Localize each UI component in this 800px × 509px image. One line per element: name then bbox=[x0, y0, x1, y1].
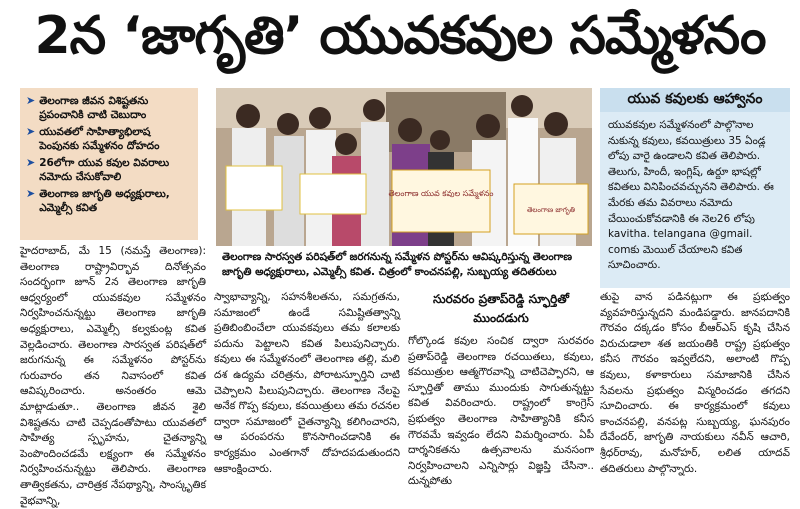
article-column-3: గోల్కొండ కవుల సంచిక ద్వారా సురవరం ప్రతాప్‌రెడ్డి తెలంగాణ రచయితలు, కవులు, కవయిత్రుల ఆత్మగౌరవాన్ని చాటిచెప్పారని, ఆ స్ఫూర్తితో తాము ముందుకు సాగుతున్నట్టు కవిత వివరించారు. రాష్ట్రంలో కాంగ్రెస్ ప్రభుత్వం తెలంగాణ సాహిత్యానికి కనీస గౌరవమే ఇవ్వడం లేదని విమర్శించారు. ఏపీ దార్శనికతను ఉత్సవాలను మనసంగా నిర్వహించాలని ఎన్నిసార్లు విజ్ఞప్తి చేసినా.. దున్నపోతు bbox=[408, 335, 594, 488]
article-column-4: తుపై వాన పడినట్లుగా ఈ ప్రభుత్వం వ్యవహరిస్తున్నదని మండిపడ్డారు. జానపదానికి గౌరవం దక్కడం కోసం బీఆర్‌ఎస్ కృషి చేసిన విరుచుడాలా శత జయంతికి రాష్ట్ర ప్రభుత్వం కనీస గౌరవం ఇవ్వలేదని, అలాంటి గొప్ప కవులు, కళాకారులు సమాజానికి చేసిన సేవలను ప్రభుత్వం విస్మరించడం తగదని సూచించారు. ఈ కార్యక్రమంలో కవులు కాంచనపల్లి, వనపట్ల సుబ్బయ్య, ఘనపురం దేవేందర్, జాగృతి నాయకులు నవీన్ ఆచారి, శ్రీధర్‌రావు, మనోహర్, లలిత యాదవ్ తదితరులు పాల్గొన్నారు. bbox=[600, 291, 790, 475]
highlight-text: యువతలో సాహిత్యాభిలాష పెంపునకు సమ్మేళనం దోహదం bbox=[39, 126, 160, 152]
bullet-arrow-icon: ➤ bbox=[26, 125, 36, 138]
headline: 2న ‘జాగృతి’ యువకవుల సమ్మేళనం bbox=[34, 5, 766, 66]
photo-illustration bbox=[216, 88, 592, 246]
article-column-1 bbox=[20, 244, 206, 509]
highlight-text: 26లోగా యువ కవుల వివరాలు నమోదు చేసుకోవాలి bbox=[39, 157, 170, 183]
article-text: తెలంగాణ రాష్ట్రావిర్భావ దినోత్సవం సందర్భంగా జూన్ 2న తెలంగాణ జాగృతి ఆధ్వర్యంలో యువకవుల సమ్మేళనం నిర్వహించనున్నట్టు తెలంగాణ జాగృతి అధ్యక్షురాలు, ఎమ్మెల్సీ కల్వకుంట్ల కవిత వెల్లడించారు. తెలంగాణ సారస్వత పరిషత్‌లో జరుగనున్న ఈ సమ్మేళనం పోస్టర్‌ను గురువారం తన నివాసంలో కవిత ఆవిష్కరించారు. అనంతరం ఆమె మాట్లాడుతూ.. తెలంగాణ జీవన శైలి విశిష్టతను చాటి చెప్పడంతోపాటు యువతలో సాహిత్య స్పృహను, చైతన్యాన్ని పెంపొందించడమే లక్ష్యంగా ఈ సమ్మేళనం నిర్వహించనున్నట్టు తెలిపారు. తెలంగాణ తాత్వికతను, చారిత్రక నేపథ్యాన్ని, సాంస్కృతిక వైభవాన్ని, bbox=[20, 260, 206, 507]
bullet-arrow-icon: ➤ bbox=[26, 156, 36, 169]
news-photo bbox=[216, 88, 592, 246]
photo-caption: తెలంగాణ సారస్వత పరిషత్‌లో జరగనున్న సమ్మేళన పోస్టర్‌ను ఆవిష్కరిస్తున్న తెలంగాణ జాగృతి అధ్యక్షురాలు, ఎమ్మెల్సీ కవిత. చిత్రంలో కాంచనపల్లి, సుబ్బయ్య తదితరులు bbox=[222, 251, 573, 278]
poster-title: తెలంగాణ యువ కవుల సమ్మేళనం bbox=[388, 189, 494, 198]
poster-title-alt: తెలంగాణ జాగృతి bbox=[526, 206, 576, 214]
highlights-box bbox=[20, 88, 198, 240]
article-column-2: స్వాభావ్యాన్ని, సహనశీలతను, సమగ్రతను, సమాజంలో ఉండే సమిష్టితత్వాన్ని ప్రతిబింబించేలా యువకవులు తమ కలాలకు పదును పెట్టాలని కవిత పిలుపునిచ్చారు. కవులు ఈ సమ్మేళనంలో తెలంగాణ తల్లి, మలి దశ ఉద్యమ చరిత్రను, పోరాటస్ఫూర్తిని చాటి చెప్పాలని పిలుపునిచ్చారు. తెలంగాణ నేలపై అనేక గొప్ప కవులు, కవయిత్రులు తమ రచనల ద్వారా సమాజంలో చైతన్యాన్ని కలిగించారని, ఆ పరంపరను కొనసాగించడానికి ఈ కార్యక్రమం ఎంతగానో దోహదపడుతుందని ఆకాంక్షించారు. bbox=[214, 291, 400, 475]
subheading: సురవరం ప్రతాప్‌రెడ్డి స్ఫూర్తితో ముందడుగు bbox=[433, 292, 569, 325]
highlight-item bbox=[26, 125, 192, 153]
highlight-item bbox=[26, 94, 192, 122]
highlight-item bbox=[26, 187, 192, 215]
bullet-arrow-icon: ➤ bbox=[26, 94, 36, 107]
bullet-arrow-icon: ➤ bbox=[26, 187, 36, 200]
sidebar-title: యువ కవులకు ఆహ్వానం bbox=[600, 88, 790, 112]
highlight-text: తెలంగాణ జీవన విశిష్టతను ప్రపంచానికి చాటి చెబుదాం bbox=[39, 95, 149, 121]
sidebar-body: యువకవుల సమ్మేళనంలో పాల్గొనాల నుకున్న కవులు, కవయిత్రులు 35 ఏండ్ల లోపు వారై ఉండాలని కవిత తెలిపారు. తెలుగు, హిందీ, ఇంగ్లిష్, ఉర్దూ భాషల్లో కవితలు వినిపించవచ్చునని తెలిపారు. ఈ మేరకు తమ వివరాలు నమోదు చేయించుకోవడానికి ఈ నెల26 లోపు kavitha. telangana @gmail. comకు మెయిల్ చేయాలని కవిత సూచించారు. bbox=[600, 112, 790, 288]
dateline: హైదరాబాద్, మే 15 (నమస్తే తెలంగాణ): bbox=[20, 245, 206, 257]
highlight-text: తెలంగాణ జాగృతి అధ్యక్షురాలు, ఎమ్మెల్సీ కవిత bbox=[39, 188, 170, 214]
highlight-item bbox=[26, 156, 192, 184]
